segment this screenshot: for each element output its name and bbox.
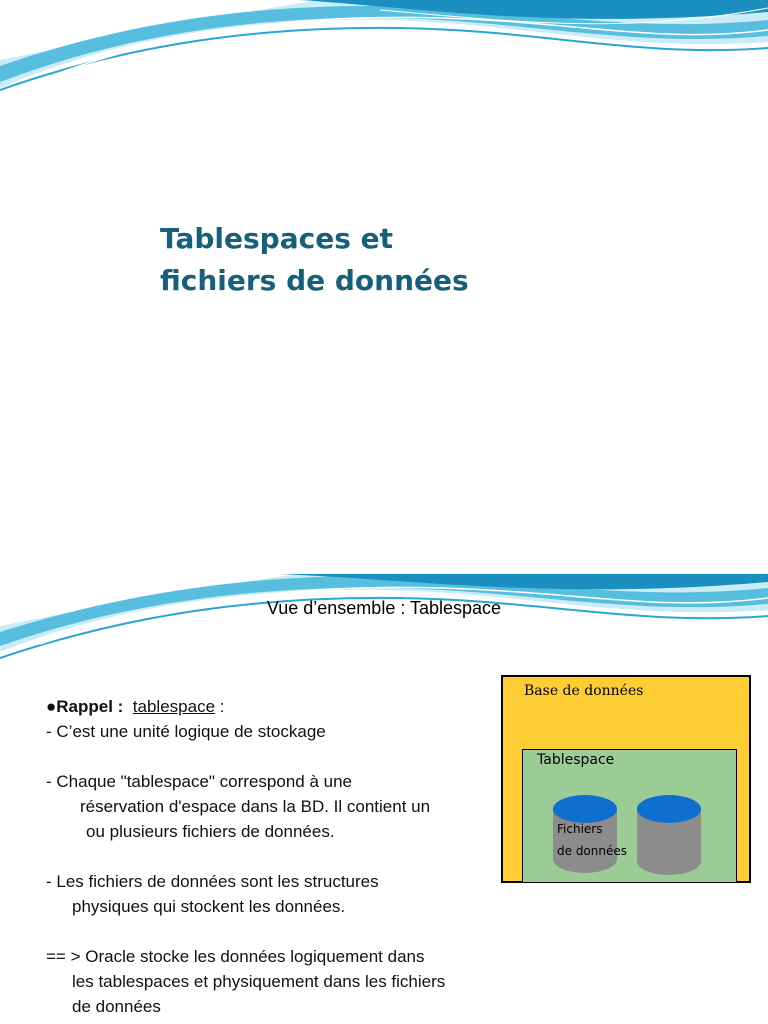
text-line-1: - C’est une unité logique de stockage [46,722,326,741]
rappel-line [46,694,496,719]
text-line-4: ou plusieurs fichiers de données. [86,822,335,841]
slide-title-line2: fichiers de données [160,264,469,297]
body-text [46,694,496,1019]
text-line-2: - Chaque "tablespace" correspond à une [46,772,352,791]
text-line-6: physiques qui stockent les données. [72,897,346,916]
slide-subtitle: Vue d’ensemble : Tablespace [266,598,502,618]
text-line-7: == > Oracle stocke les données logiquement dans [46,947,425,966]
text-line-8: les tablespaces et physiquement dans les fichiers [72,972,446,991]
text-line-9: de données [72,997,161,1016]
tablespace-term: tablespace [132,697,216,716]
datafiles-label [557,818,627,862]
content-slide [0,574,768,1024]
slide-title [160,218,469,302]
datafile-cylinder-2-icon [635,793,703,877]
database-box [501,675,751,883]
slide-title-line1: Tablespaces et [160,222,393,255]
rappel-suffix: : [215,697,225,716]
wave-decoration [0,0,768,110]
text-line-3: réservation d'espace dans la BD. Il contient un [80,797,431,816]
rappel-label: Rappel : [56,697,124,716]
datafiles-label-line1: Fichiers [557,822,603,836]
tablespace-box [522,749,737,883]
bullet-icon: ● [46,697,57,716]
wave-decoration [0,574,768,670]
tablespace-label: Tablespace [537,752,615,768]
text-line-5: - Les fichiers de données sont les structures [46,872,379,891]
database-label: Base de données [524,683,644,699]
datafiles-label-line2: de données [557,844,628,858]
